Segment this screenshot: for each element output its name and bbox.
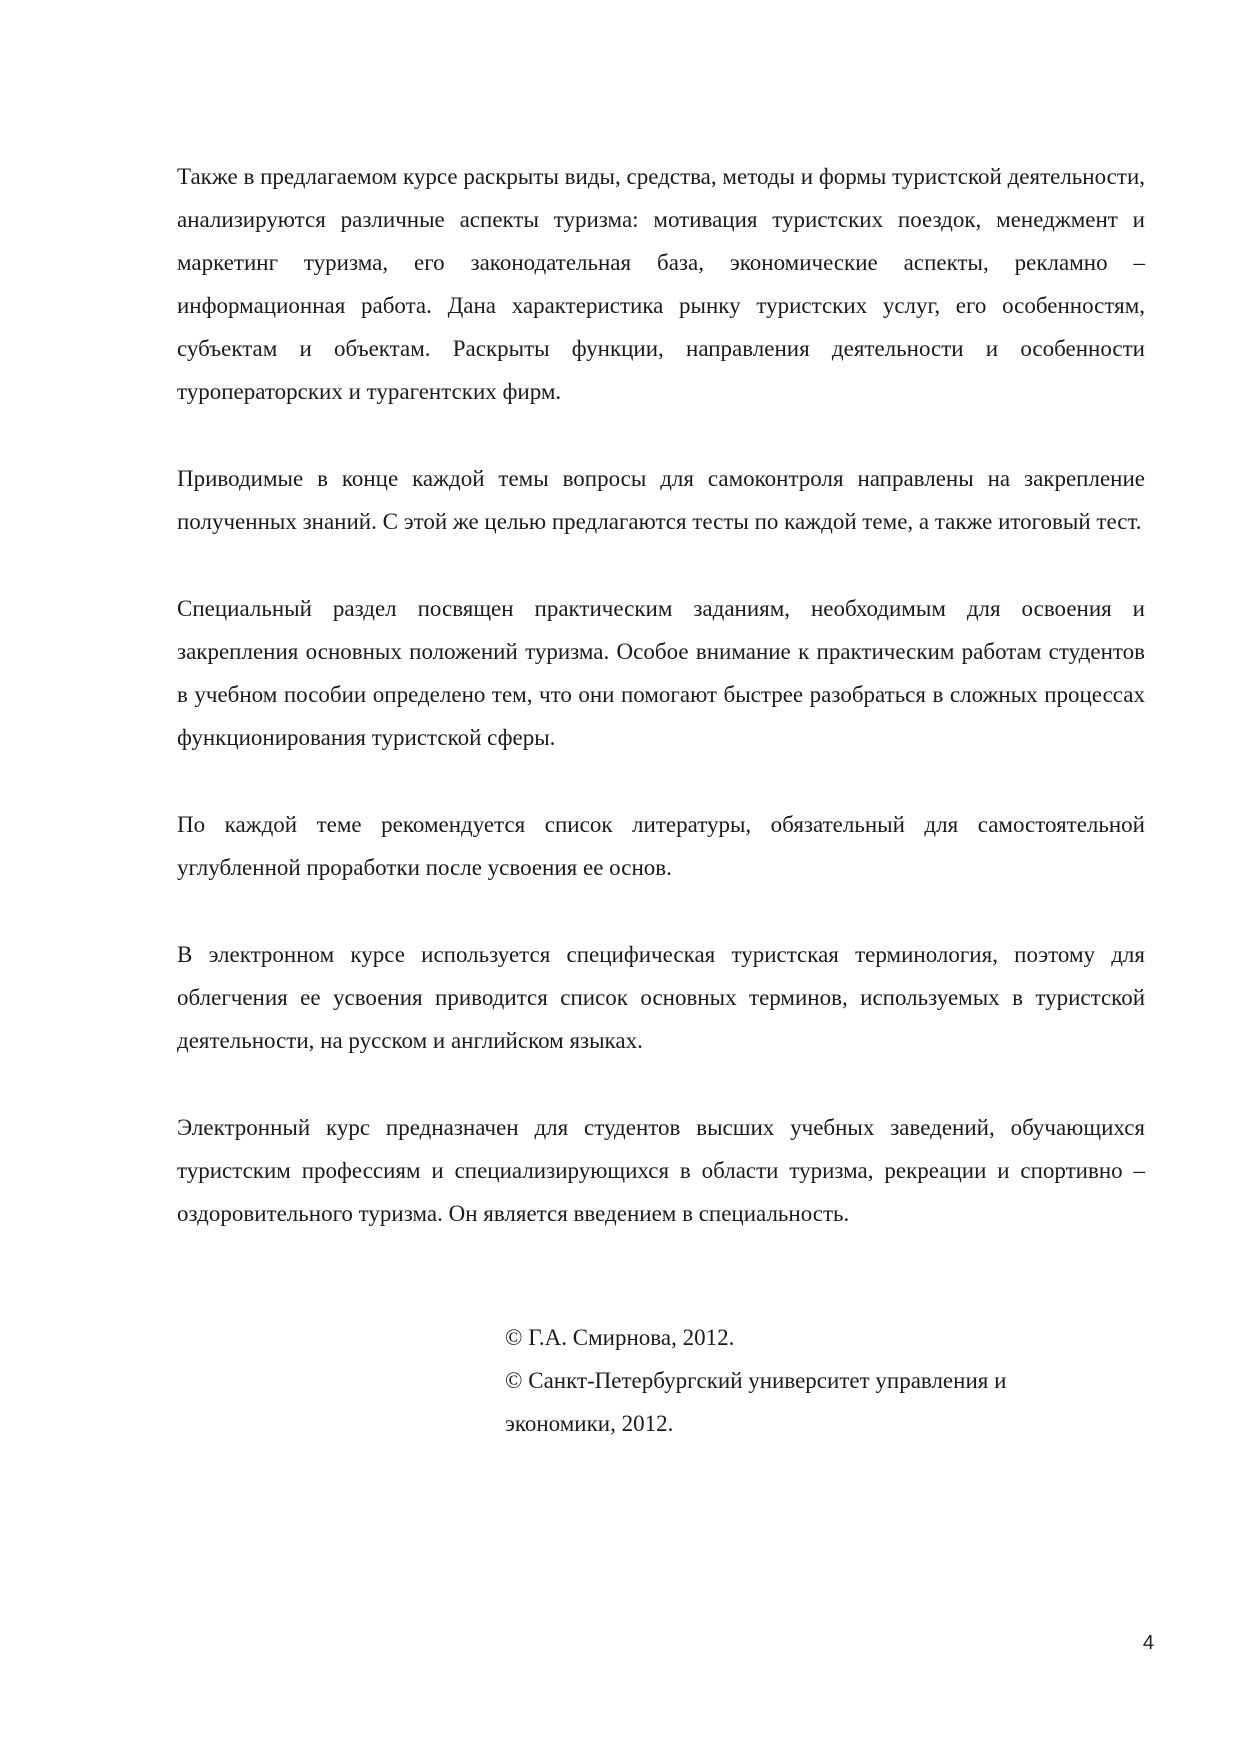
body-text — [177, 155, 1145, 1279]
paragraph: По каждой теме рекомендуется список литературы, обязательный для самостоятельной углубленной проработки после усвоения ее основ. — [177, 812, 1145, 880]
paragraph: В электронном курсе используется специфическая туристская терминология, поэтому для облегчения ее усвоения приводится список основных терминов, используемых в туристской деятельности, на русском и английском языках. — [177, 942, 1145, 1053]
paragraph: Также в предлагаемом курсе раскрыты виды, средства, методы и формы туристской деятельности, анализируются различные аспекты туризма: мотивация туристских поездок, менеджмент и маркетинг туризма, его законодательная база, экономические аспекты, рекламно – информационная работа. Дана характеристика рынку туристских услуг, его особенностям, субъектам и объектам. Раскрыты функции, направления деятельности и особенности туроператорских и турагентских фирм. — [177, 164, 1145, 404]
paragraph: Специальный раздел посвящен практическим заданиям, необходимым для освоения и закрепления основных положений туризма. Особое внимание к практическим работам студентов в учебном пособии определено тем, что они помогают быстрее разобраться в сложных процессах функционирования туристской сферы. — [177, 596, 1145, 750]
copyright-block — [505, 1316, 1125, 1445]
page-number: 4 — [1142, 1632, 1154, 1654]
copyright-institution-line2: экономики, 2012. — [505, 1411, 674, 1436]
paragraph: Приводимые в конце каждой темы вопросы для самоконтроля направлены на закрепление полученных знаний. С этой же целью предлагаются тесты по каждой теме, а также итоговый тест. — [177, 466, 1145, 534]
paragraph: Электронный курс предназначен для студентов высших учебных заведений, обучающихся туристским профессиям и специализирующихся в области туризма, рекреации и спортивно – оздоровительного туризма. Он является введением в специальность. — [177, 1115, 1145, 1226]
copyright-institution-line1: © Санкт-Петербургский университет управления и — [505, 1368, 1007, 1393]
copyright-author: © Г.А. Смирнова, 2012. — [505, 1325, 735, 1350]
